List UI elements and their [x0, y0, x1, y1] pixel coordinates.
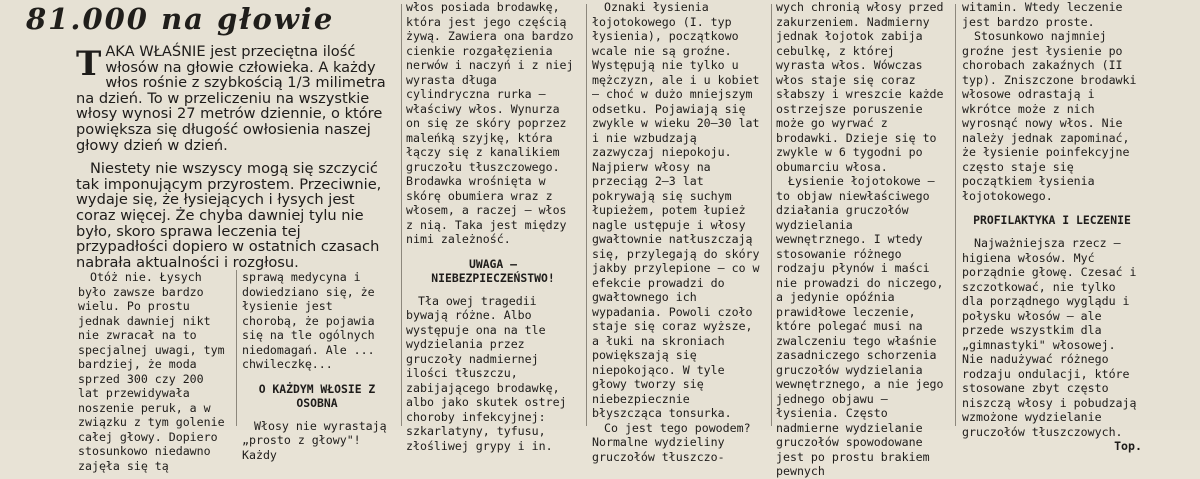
column-1-text: Otóż nie. Łysych było zawsze bardzo wielu. Po prostu jednak dawniej nikt nie zwracał na to specjalnej uwagi, tym bardziej, że moda sprzed 300 czy 200 lat przewidywała noszenie peruk, a w związku z tym golenie całej głowy. Dopiero stosunkowo niedawno zajęła się tą — [78, 270, 225, 473]
subhead-uwaga: UWAGA — NIEBEZPIECZEŃSTWO! — [431, 256, 555, 285]
column-2-text: sprawą medycyna i dowiedziano się, że łysienie jest chorobą, że pojawia się na tle ogólnych niedomagań. Ale ... chwileczkę... — [242, 270, 375, 371]
lead-paragraph-1 — [76, 44, 390, 153]
column-4-text: Oznaki łysienia łojotokowego (I. typ łysienia), początkowo wcale nie są groźne. Występują nie tylko u mężczyzn, ale i u kobiet — choć w dużo mniejszym odsetku. Pojawiają się zwykle w wieku 20—30 lat i nie wzbudzają zazwyczaj niepokoju. Najpierw włosy na przeciąg 2—3 lat pokrywają się suchym łupieżem, potem łupież nagle ustępuje i włosy gwałtownie natłuszczają się, przylegają do skóry jakby przylepione — co w efekcie prowadzi do gwałtownego ich wypadania. Powoli czoło staje się coraz wyższe, a łuki na skroniach powiększają się niepokojąco. W tyle głowy tworzy się niebezpiecznie błyszcząca tonsurka. — [592, 0, 760, 420]
subhead-o-kazdym-wlosie: O KAŻDYM WŁOSIE Z OSOBNA — [258, 381, 376, 410]
column-4-text-2: Co jest tego powodem? Normalne wydzieliny gruczołów tłuszczo- — [592, 420, 751, 464]
drop-cap: T — [76, 44, 102, 84]
column-rule — [586, 4, 587, 426]
column-rule — [236, 270, 237, 426]
lead-paragraph-2: Niestety nie wszyscy mogą się szczycić tak imponującym przyrostem. Przeciwnie, wydaje się, że łysiejących i łysych jest coraz więcej. Że chyba dawniej tylu nie było, skoro sprawa leczenia tej przypadłości dopiero w ostatnich czasach nabrała aktualności i rozgłosu. — [76, 160, 382, 271]
column-6-text-2: Stosunkowo najmniej groźne jest łysienie po chorobach zakaźnych (II typ). Zniszczone brodawki włosowe odrastają i wkrótce może z nich wyrosnąć nowy włos. Nie należy jednak zapominać, że łysienie poinfekcyjne często staje się początkiem łysienia łojotokowego. — [962, 29, 1137, 203]
column-6 — [962, 0, 1142, 453]
article-title: 81.000 na głowie — [26, 2, 335, 36]
column-3-text-2: Tła owej tragedii bywają różne. Albo występuje ona na tle wydzielania przez gruczoły nadmiernej ilości tłuszczu, zabijającego brodawkę, albo jako skutek ostrej choroby infekcyjnej: szkarlatyny, tyfusu, złośliwej grypy i in. — [406, 293, 567, 453]
column-4 — [592, 0, 764, 464]
column-rule — [401, 4, 402, 426]
column-3 — [406, 0, 580, 453]
column-6-text-3: Najważniejsza rzecz — higiena włosów. Myć porządnie głowę. Czesać i szczotkować, nie tylko dla porządnego wyglądu i połysku włosów — ale przede wszystkim dla „gimnastyki" włosowej. Nie nadużywać różnego rodzaju ondulacji, które stosowane zbyt często niszczą włosy i pobudzają wzmożone wydzielanie gruczołów tłuszczowych. — [962, 236, 1137, 439]
column-3-text: włos posiada brodawkę, która jest jego częścią żywą. Zawiera ona bardzo cienkie rozgałęzienia nerwów i naczyń i z niej wyrasta długa cylindryczna rurka — właściwy włos. Wynurza on się ze skóry poprzez maleńką szyjkę, która łączy się z kanalikiem gruczołu tłuszczowego. Brodawka wrośnięta w skórę obumiera wraz z włosem, a raczej — włos z nią. Taka jest między nimi zależność. — [406, 0, 574, 246]
lead-column — [26, 0, 390, 271]
column-5 — [776, 0, 948, 478]
column-2-text-2: Włosy nie wyrastają „prosto z głowy"! Każdy — [242, 418, 387, 462]
column-6-text: witamin. Wtedy leczenie jest bardzo proste. — [962, 0, 1123, 29]
lead-paragraph-1-text: AKA WŁAŚNIE jest przeciętna ilość włosów na głowie człowieka. A każdy włos rośnie z szybkością 1/3 milimetra na dzień. To w przeliczeniu na wszystkie włosy wynosi 27 metrów dziennie, o które powiększa się długość owłosienia naszej głowy dzień w dzień. — [76, 43, 386, 154]
column-1 — [78, 270, 230, 473]
column-2 — [242, 270, 392, 462]
column-5-text: wych chronią włosy przed zakurzeniem. Nadmierny jednak łojotok zabija cebulkę, z której wyrasta włos. Wówczas włos staje się coraz słabszy i wreszcie każde ostrzejsze poruszenie może go wyrwać z brodawki. Dzieje się to zwykle w 6 tygodni po obumarciu włosa. — [776, 0, 944, 174]
column-5-text-2: Łysienie łojotokowe — to objaw niewłaściwego działania gruczołów wydzielania wewnętrznego. I wtedy stosowanie różnego rodzaju płynów i maści nie prowadzi do niczego, a jedynie opóźnia prawidłowe leczenie, które polegać musi na zwalczeniu tego właśnie zasadniczego schorzenia gruczołów wydzielania wewnętrznego, a nie jego jednego objawu — łysienia. Często nadmierne wydzielanie gruczołów spowodowane jest po prostu brakiem pewnych — [776, 174, 944, 478]
author-signature: Top. — [1114, 439, 1142, 453]
subhead-profilaktyka: PROFILAKTYKA I LECZENIE — [973, 213, 1131, 227]
column-rule — [955, 4, 956, 426]
column-rule — [771, 4, 772, 426]
